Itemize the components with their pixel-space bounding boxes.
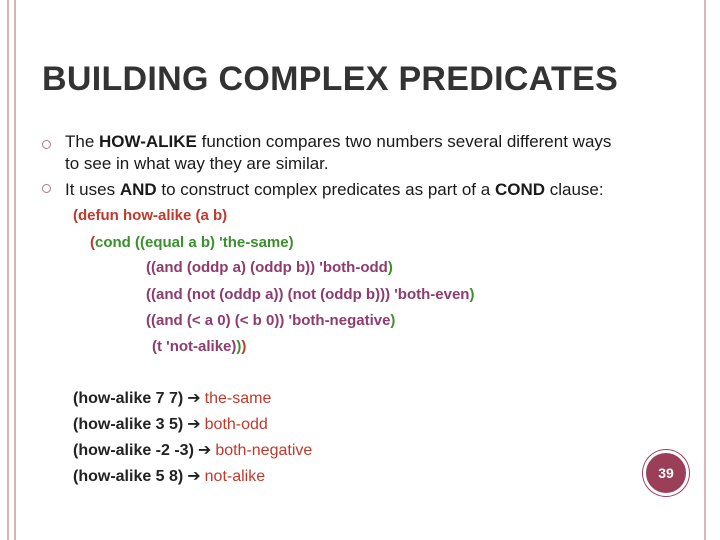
arrow-right-icon: ➔ xyxy=(187,468,201,485)
bullet-2-keyword-cond: COND xyxy=(494,180,545,199)
arrow-right-icon: ➔ xyxy=(197,442,212,459)
example-call: (how-alike 5 8) xyxy=(73,468,184,485)
example-call: (how-alike -2 -3) xyxy=(73,442,194,459)
example-result: both-odd xyxy=(204,416,268,433)
circle-bullet-icon xyxy=(42,184,51,193)
bullet-1-line-2: to see in what way they are similar. xyxy=(65,154,329,173)
code-both-even-close: ) xyxy=(469,286,475,303)
code-line-defun: (defun how-alike (a b) xyxy=(73,207,228,224)
code-line-cond xyxy=(90,234,294,251)
code-line-both-negative xyxy=(146,312,395,329)
left-frame-line-inner xyxy=(14,0,16,540)
example-line xyxy=(73,440,312,460)
example-line xyxy=(73,388,271,408)
bullet-1-post: function compares two numbers several different ways xyxy=(196,132,612,151)
example-result: not-alike xyxy=(204,468,266,485)
example-call: (how-alike 3 5) xyxy=(73,416,184,433)
circle-bullet-icon xyxy=(42,140,51,149)
right-frame-line xyxy=(704,0,706,540)
left-frame-line-outer xyxy=(7,0,9,540)
code-close-paren-3: ) xyxy=(241,338,247,355)
code-line-not-alike xyxy=(152,338,246,355)
bullet-1-keyword: HOW-ALIKE xyxy=(99,132,197,151)
example-line xyxy=(73,414,268,434)
bullet-1-line-1 xyxy=(65,132,611,152)
code-not-alike-body: (t 'not-alike xyxy=(152,338,232,355)
code-close-paren-1: ) xyxy=(231,338,237,355)
code-line-both-even xyxy=(146,286,474,303)
bullet-2-keyword-and: AND xyxy=(119,180,157,199)
code-cond-body: cond ((equal a b) 'the-same) xyxy=(95,234,294,251)
bullet-2-mid: to construct complex predicates as part of a xyxy=(156,180,495,199)
code-both-negative-close: ) xyxy=(390,312,396,329)
code-line-both-odd xyxy=(146,259,393,276)
arrow-right-icon: ➔ xyxy=(187,390,201,407)
bullet-2-line-1 xyxy=(65,180,604,200)
code-both-even-body: ((and (not (oddp a)) (not (oddp b))) 'both-even xyxy=(146,286,470,303)
bullet-1-pre: The xyxy=(65,132,100,151)
page-number-badge: 39 xyxy=(643,450,689,496)
code-close-paren-2: ) xyxy=(236,338,242,355)
code-both-negative-body: ((and (< a 0) (< b 0)) 'both-negative xyxy=(146,312,391,329)
code-both-odd-close: ) xyxy=(387,259,393,276)
example-result: both-negative xyxy=(215,442,313,459)
code-cond-open-paren: ( xyxy=(90,234,95,251)
code-both-odd-body: ((and (oddp a) (oddp b)) 'both-odd xyxy=(146,259,388,276)
example-call: (how-alike 7 7) xyxy=(73,390,184,407)
bullet-2-post: clause: xyxy=(545,180,604,199)
example-line xyxy=(73,466,265,486)
example-result: the-same xyxy=(204,390,272,407)
bullet-2-pre: It uses xyxy=(65,180,120,199)
arrow-right-icon: ➔ xyxy=(187,416,201,433)
slide-title: BUILDING COMPLEX PREDICATES xyxy=(42,60,619,98)
